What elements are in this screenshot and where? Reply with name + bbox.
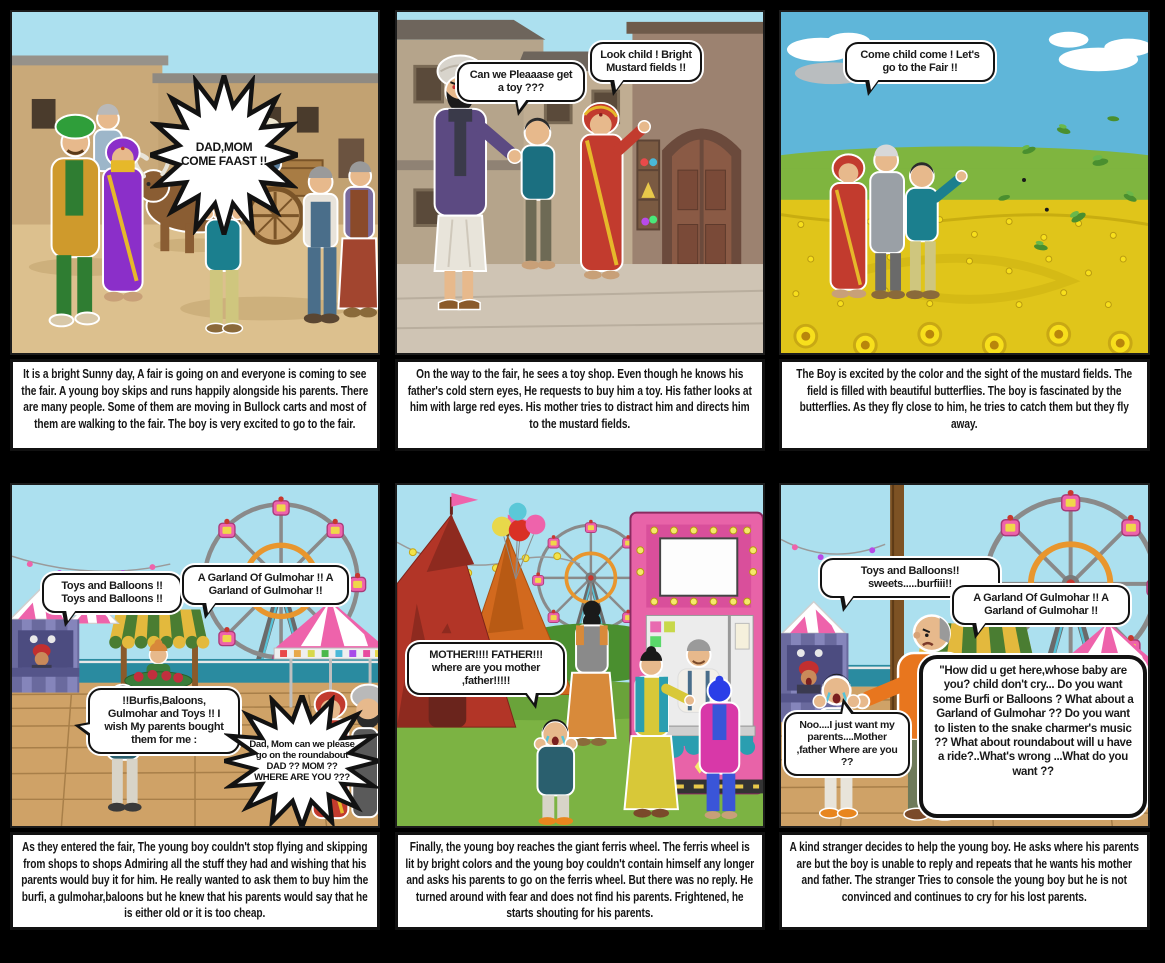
panel-2-caption-box xyxy=(395,359,765,451)
panel-3-illustration xyxy=(779,10,1150,355)
mother-figure xyxy=(831,154,867,298)
panel-4-caption: As they entered the fair, The young boy couldn't stop flying and skipping from shops to shops Admiring all the stuff they had and wishing that his parents would buy it for him. He really wanted to ask them to buy him the burfi, a gulmohar,baloons but he knew that his parents would say that he is either old or it is too cheap. xyxy=(21,839,369,920)
speech-bubble-garland-vendor: A Garland Of Gulmohar !! A Garland of Gulmohar !! xyxy=(182,565,349,605)
speech-bubble-boy: Noo....I just want my parents....Mother ,father Where are you ?? xyxy=(784,712,910,776)
panel-2-caption: On the way to the fair, he sees a toy shop. Even though he knows his father's cold stern eyes, He requests to buy him a toy. His father looks at him with large red eyes. His mother tries to distract him and directs him to the mustard fields. xyxy=(407,366,752,431)
panel-3-caption-box xyxy=(779,359,1150,451)
burst-bubble-text: Dad, Mom can we please go on the roundabout DAD ?? MOM ?? WHERE ARE YOU ??? xyxy=(249,738,355,784)
panel-5-illustration xyxy=(395,483,765,828)
speech-bubble-boy: Can we Pleaaase get a toy ??? xyxy=(457,62,585,102)
panel-2 xyxy=(395,10,765,451)
panel-6 xyxy=(779,483,1150,930)
speech-bubble-toy-vendor: Toys and Balloons !! Toys and Balloons !! xyxy=(42,573,182,613)
mother-figure xyxy=(103,138,143,302)
speech-bubble-stranger: "How did u get here,whose baby are you? child don't cry... Do you want some Burfi or Balloons ? What about a Garland of Gulmohar ?? Do you want to listen to the snake charmer's music ?? What about roundabout will u have a ride?..What's wrong ...What do you want ?? xyxy=(919,655,1147,818)
burst-bubble-text: DAD,MOM COME FAAST !! xyxy=(180,140,268,168)
speech-bubble-toy-vendor: Toys and Balloons!! sweets.....burfiii!! xyxy=(820,558,1000,598)
panel-5-caption: Finally, the young boy reaches the giant ferris wheel. The ferris wheel is lit by bright colors and the young boy couldn't contain himself any longer and asks his parents to go on the ferris wheel. But there was no reply. He turned around with fear and does not find his parents. Frightened, he starts shouting for his parents. xyxy=(405,839,755,920)
panel-6-caption: A kind stranger decides to help the young boy. He asks where his parents are but the boy is unable to reply and repeats that he wants his mother and father. The stranger Tries to console the young boy but he is not convinced and continues to cry for his lost parents. xyxy=(789,839,1139,904)
speech-bubble-mother: Come child come ! Let's go to the Fair !! xyxy=(845,42,995,82)
panel-2-illustration xyxy=(395,10,765,355)
panel-1-caption: It is a bright Sunny day, A fair is going on and everyone is coming to see the fair. A young boy skips and runs happily alongside his parents. There are many people. Some of them are moving in Bullock carts and most of them are walking to the fair. The boy is very excited to go to the fair. xyxy=(21,366,369,431)
panel-5 xyxy=(395,483,765,930)
speech-bubble-garland-vendor: A Garland Of Gulmohar !! A Garland of Gulmohar !! xyxy=(952,585,1130,625)
speech-bubble-boy-wish: !!Burfis,Baloons, Gulmohar and Toys !! I wish My parents bought them for me : xyxy=(88,688,240,754)
panel-4-illustration xyxy=(10,483,380,828)
panel-6-illustration xyxy=(779,483,1150,828)
panel-4 xyxy=(10,483,380,930)
panel-1-illustration xyxy=(10,10,380,355)
panel-5-caption-box xyxy=(395,832,765,930)
panel-3 xyxy=(779,10,1150,451)
panel-3-caption: The Boy is excited by the color and the sight of the mustard fields. The field is filled with beautiful butterflies. The boy is fascinated by the butterflies. As they fly close to him, he tries to catch them but they fly away. xyxy=(796,366,1133,431)
panel-6-caption-box xyxy=(779,832,1150,930)
burst-bubble-boy xyxy=(224,695,380,827)
toy-shop-scene xyxy=(397,12,763,353)
speech-bubble-boy-shout: MOTHER!!!! FATHER!!! where are you mother ,father!!!!! xyxy=(407,642,565,695)
panel-4-caption-box xyxy=(10,832,380,930)
speech-bubble-mother: Look child ! Bright Mustard fields !! xyxy=(590,42,702,82)
burst-bubble-boy xyxy=(150,75,298,235)
panel-1 xyxy=(10,10,380,451)
panel-1-caption-box xyxy=(10,359,380,451)
